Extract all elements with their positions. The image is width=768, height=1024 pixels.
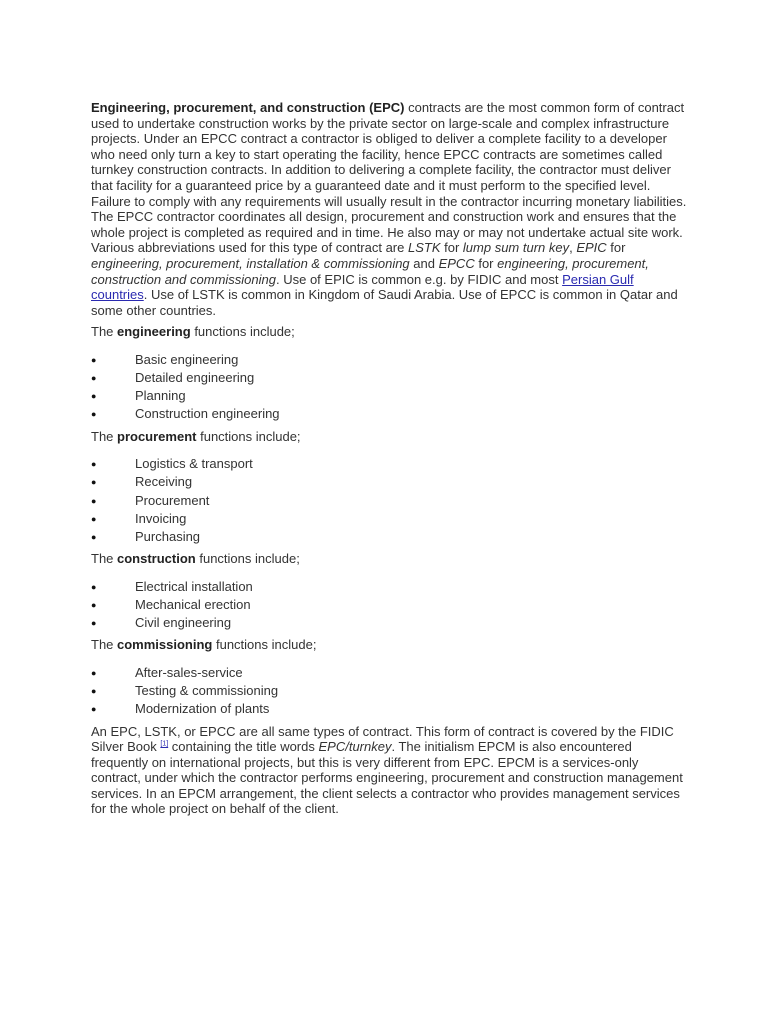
list-item: [91, 510, 691, 528]
list-item-text: Mechanical erection: [135, 596, 251, 612]
heading-prefix: The: [91, 324, 118, 340]
list-item: [91, 700, 691, 718]
list-item-text: After-sales-service: [135, 664, 243, 680]
bullet-icon: ●: [91, 618, 97, 629]
list-item-text: Modernization of plants: [135, 701, 270, 717]
list-item: [91, 387, 691, 405]
bullet-icon: ●: [91, 409, 97, 420]
epcc-definition: engineering, procurement, construction and commissioning: [91, 255, 649, 287]
list-item-text: Construction engineering: [135, 406, 280, 422]
construction-functions-list: [91, 578, 691, 633]
intro-text: . Use of LSTK is common in Kingdom of Saudi Arabia. Use of EPCC is common in Qatar and some other countries.: [91, 287, 678, 318]
list-item: [91, 614, 691, 632]
list-item-text: Testing & commissioning: [135, 683, 279, 699]
bullet-icon: ●: [91, 391, 97, 402]
lstk-definition: lump sum turn key: [462, 240, 570, 256]
epic-definition: engineering, procurement, installation & commissioning: [91, 255, 410, 271]
heading-term: engineering: [117, 324, 191, 340]
section-heading-commissioning: [91, 637, 691, 653]
commissioning-functions-list: [91, 664, 691, 719]
list-item: [91, 492, 691, 510]
list-item-text: Procurement: [135, 492, 210, 508]
epic-abbrev: EPIC: [576, 240, 607, 256]
procurement-functions-list: [91, 455, 691, 546]
engineering-functions-list: [91, 351, 691, 424]
list-item: [91, 528, 691, 546]
bullet-icon: ●: [91, 667, 97, 678]
bullet-icon: ●: [91, 459, 97, 470]
bullet-icon: ●: [91, 495, 97, 506]
heading-term: construction: [117, 551, 196, 567]
bullet-icon: ●: [91, 532, 97, 542]
bullet-icon: ●: [91, 373, 97, 384]
intro-paragraph: [91, 100, 691, 318]
lstk-abbrev: LSTK: [407, 240, 441, 256]
heading-prefix: The: [91, 551, 118, 567]
reference-link[interactable]: [1]: [160, 740, 169, 748]
separator: ,: [569, 240, 577, 256]
heading-suffix: functions include;: [196, 428, 301, 444]
section-heading-construction: [91, 551, 691, 567]
list-item: [91, 473, 691, 491]
article-body: [91, 100, 691, 817]
bullet-icon: ●: [91, 704, 97, 715]
epcc-abbrev: EPCC: [438, 255, 475, 271]
list-item-text: Purchasing: [135, 529, 201, 544]
persian-gulf-countries-link[interactable]: Persian Gulf countries: [91, 271, 634, 303]
closing-paragraph: [91, 724, 691, 818]
closing-text: . The initialism EPCM is also encountered frequently on international projects, but this is very different from EPC. EPCM is a services-only contract, under which the contractor performs engineering, procurement and construction management services. In an EPCM arrangement, the client selects a contractor who provides management services for the whole project on behalf of the client.: [91, 739, 683, 817]
heading-suffix: functions include;: [212, 637, 317, 653]
list-item-text: Receiving: [135, 474, 193, 490]
list-item: [91, 596, 691, 614]
epc-turnkey-term: EPC/turnkey: [318, 739, 392, 755]
list-item: [91, 369, 691, 387]
heading-prefix: The: [91, 428, 118, 444]
list-item: [91, 351, 691, 369]
for-text: for: [440, 240, 463, 256]
list-item-text: Civil engineering: [135, 615, 232, 631]
heading-prefix: The: [91, 637, 118, 653]
function-sections: [91, 324, 691, 718]
list-item: [91, 578, 691, 596]
bullet-icon: ●: [91, 477, 97, 488]
bullet-icon: ●: [91, 581, 97, 592]
list-item-text: Planning: [135, 388, 186, 404]
heading-suffix: functions include;: [195, 551, 300, 567]
heading-term: procurement: [117, 428, 197, 444]
list-item-text: Electrical installation: [135, 578, 253, 594]
for-text: for: [606, 240, 626, 256]
list-item-text: Basic engineering: [135, 351, 239, 367]
intro-text: contracts are the most common form of contract used to undertake construction works by the private sector on large-scale and complex infrastructure projects. Under an EPCC contract a contractor is obliged to deliver a complete facility to a developer who need only turn a key to start operating the facility, hence EPCC contracts are sometimes called turnkey construction contracts. In addition to delivering a complete facility, the contractor must deliver that facility for a guaranteed price by a guaranteed date and it must perform to the specified level. Failure to comply with any requirements will usually result in the contractor incurring monetary liabilities. The EPCC contractor coordinates all design, procurement and construction work and ensures that the whole project is completed as required and in time. He also may or may not undertake actual site work. Various abbreviations used for this type of contract are: [91, 100, 687, 256]
heading-term: commissioning: [117, 637, 213, 653]
list-item-text: Logistics & transport: [135, 456, 253, 472]
intro-text: . Use of EPIC is common e.g. by FIDIC and most: [275, 271, 563, 287]
closing-text: An EPC, LSTK, or EPCC are all same types of contract. This form of contract is covered by the FIDIC Silver Book: [91, 723, 674, 755]
for-text: for: [474, 255, 498, 271]
list-item-text: Detailed engineering: [135, 370, 255, 386]
bullet-icon: ●: [91, 513, 97, 524]
bullet-icon: ●: [91, 354, 97, 365]
epc-term: Engineering, procurement, and construction (EPC): [91, 100, 405, 115]
list-item-text: Invoicing: [135, 510, 187, 526]
list-item: [91, 682, 691, 700]
section-heading-procurement: [91, 429, 691, 445]
and-text: and: [409, 255, 439, 271]
section-heading-engineering: [91, 324, 691, 340]
heading-suffix: functions include;: [190, 324, 295, 340]
closing-text: containing the title words: [168, 739, 319, 755]
bullet-icon: ●: [91, 599, 97, 610]
list-item: [91, 405, 691, 423]
list-item: [91, 664, 691, 682]
bullet-icon: ●: [91, 686, 97, 697]
list-item: [91, 455, 691, 473]
